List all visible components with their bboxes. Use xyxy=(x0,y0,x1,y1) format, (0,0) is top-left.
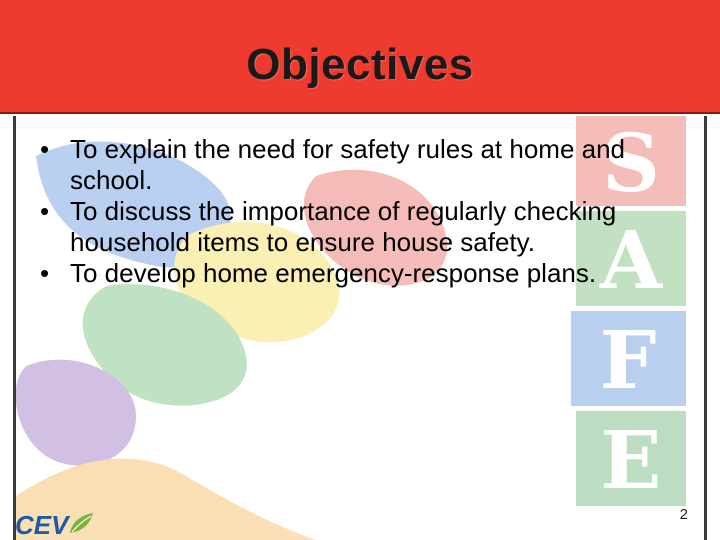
block-letter-a: A xyxy=(599,213,663,307)
bullet-icon: • xyxy=(40,258,50,288)
objective-item xyxy=(40,134,680,196)
block-letter-e: E xyxy=(600,413,662,507)
objective-text: To discuss the importance of regularly checking household items to ensure house safety. xyxy=(70,196,617,257)
bullet-icon: • xyxy=(40,196,50,226)
objective-item xyxy=(40,196,680,258)
cev-logo-text: CEV xyxy=(15,510,69,539)
cev-logo xyxy=(14,507,94,539)
frame-right-border xyxy=(704,116,707,540)
bullet-icon: • xyxy=(40,134,50,164)
objectives-list xyxy=(40,134,680,289)
page-number: 2 xyxy=(679,506,688,523)
objective-item xyxy=(40,258,680,289)
objective-text: To explain the need for safety rules at home and school. xyxy=(70,134,626,195)
objective-text: To develop home emergency-response plans. xyxy=(70,258,597,288)
block-letter-f: F xyxy=(599,313,657,407)
slide-title: Objectives xyxy=(246,40,474,89)
block-letter-s: S xyxy=(602,116,660,210)
